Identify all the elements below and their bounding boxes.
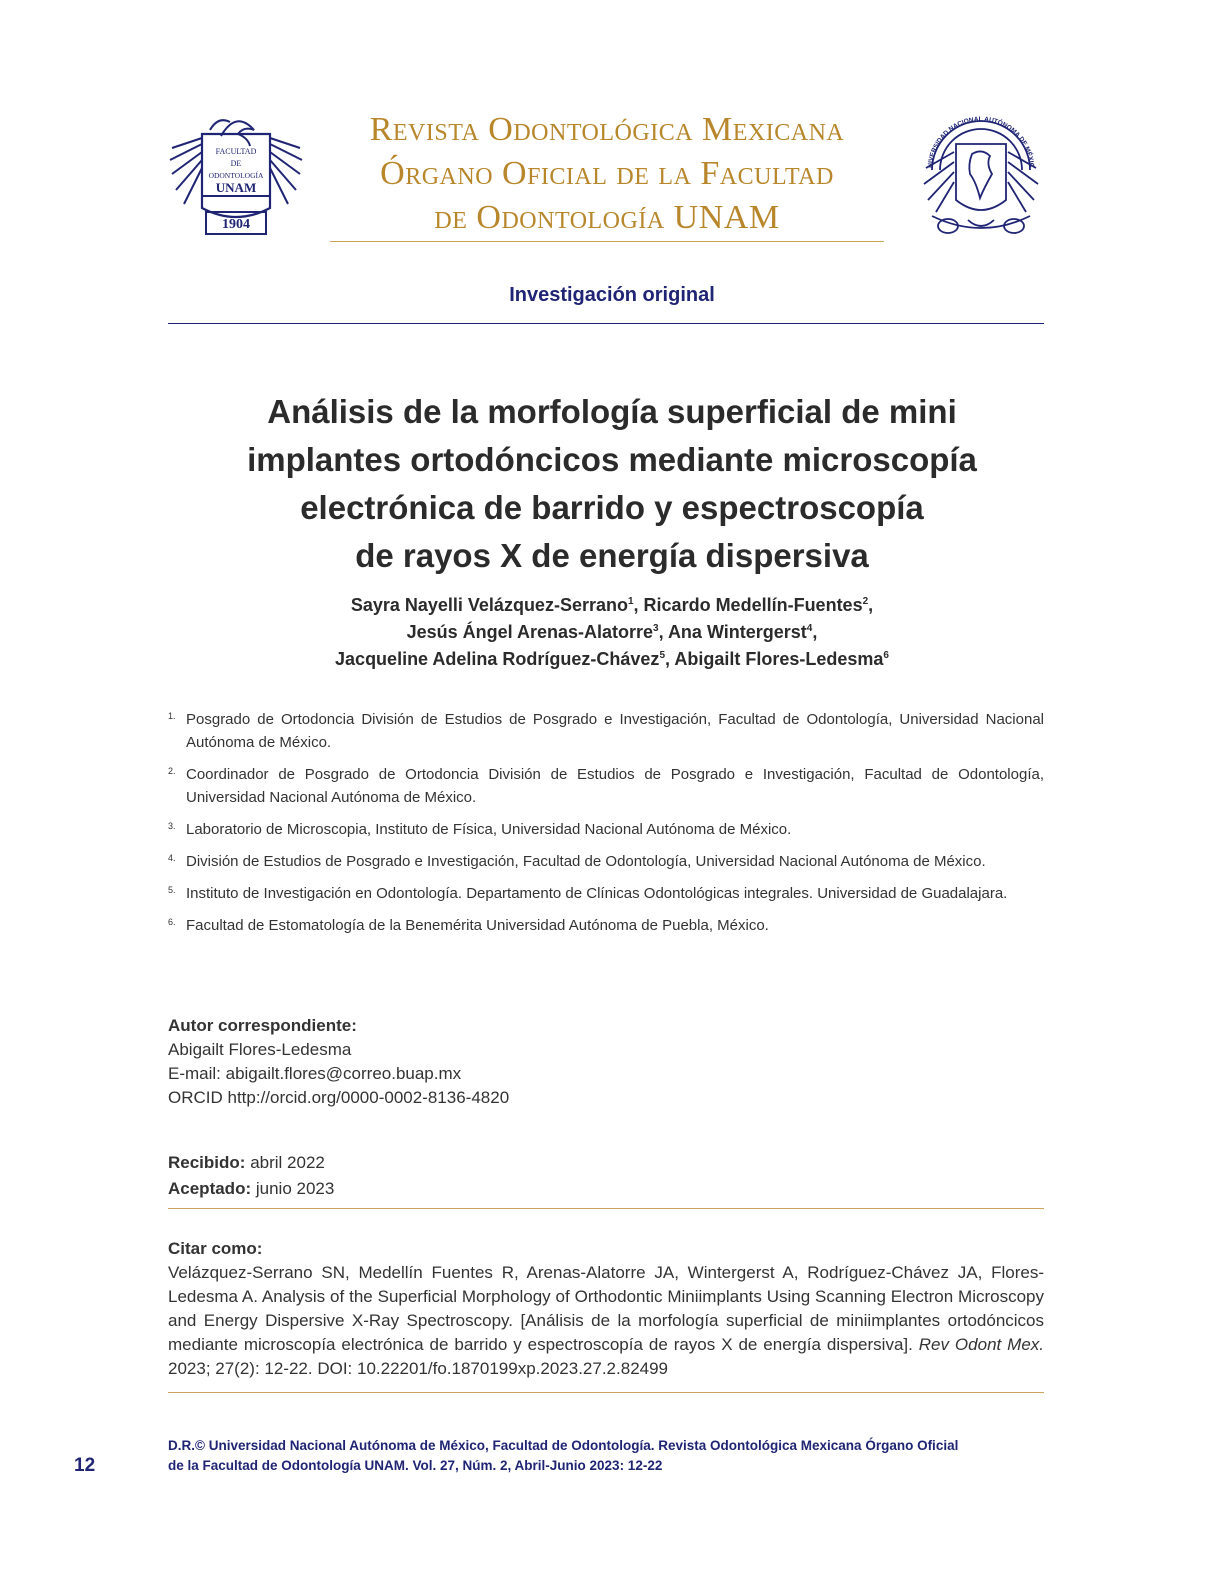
- title-line: Análisis de la morfología superficial de mini: [267, 393, 957, 430]
- author-name: Jesús Ángel Arenas-Alatorre: [406, 622, 654, 642]
- svg-text:FACULTAD: FACULTAD: [215, 147, 257, 156]
- author-affiliation-ref: 4: [806, 623, 813, 634]
- header-divider: [330, 241, 884, 242]
- author-affiliation-ref: 5: [659, 650, 665, 661]
- journal-title-line: de Odontología UNAM: [434, 199, 780, 236]
- author-name: Ana Wintergerst: [667, 622, 807, 642]
- author-line: Sayra Nayelli Velázquez-Serrano$^1$, Ricardo Medellín-Fuentes$^2$,: [350, 595, 874, 615]
- affiliation-item: 1. Posgrado de Ortodoncia División de Estudios de Posgrado e Investigación, Facultad de Odontología, Universidad Nacional Autónoma de México.: [168, 711, 1044, 751]
- title-line: electrónica de barrido y espectroscopía: [300, 489, 924, 526]
- section-label: Investigación original: [509, 284, 715, 306]
- author-line: Jacqueline Adelina Rodríguez-Chávez$^5$, Abigailt Flores-Ledesma$^6$: [335, 649, 889, 669]
- author-name: Sayra Nayelli Velázquez-Serrano: [350, 595, 628, 615]
- affiliation-item: 6. Facultad de Estomatología de la Benemérita Universidad Autónoma de Puebla, México.: [168, 917, 769, 934]
- corresponding-author-orcid[interactable]: ORCID http://orcid.org/0000-0002-8136-4820: [168, 1088, 510, 1107]
- unam-seal-logo: [910, 108, 1052, 250]
- affiliation-item: 3. Laboratorio de Microscopia, Instituto de Física, Universidad Nacional Autónoma de México.: [168, 821, 792, 838]
- footer-copyright: D.R.© Universidad Nacional Autónoma de México, Facultad de Odontología. Revista Odontológica Mexicana Órgano Oficial de la Facultad de Odontología UNAM. Vol. 27, Núm. 2, Abril-Junio 2023: 12-22: [168, 1438, 959, 1473]
- corresponding-author: [168, 1014, 1044, 1110]
- citation-journal: Rev Odont Mex.: [918, 1335, 1045, 1354]
- affiliation-list: [168, 708, 1044, 946]
- corresponding-author-name: Abigailt Flores-Ledesma: [168, 1040, 352, 1059]
- journal-title-line: Órgano Oficial de la Facultad: [380, 155, 834, 192]
- page-number: 12: [74, 1455, 96, 1476]
- dates-divider: [168, 1208, 1044, 1209]
- journal-title: [326, 108, 888, 240]
- svg-text:ODONTOLOGÍA: ODONTOLOGÍA: [208, 171, 264, 180]
- svg-text:DE: DE: [230, 159, 242, 168]
- affiliation-item: 4. División de Estudios de Posgrado e Investigación, Facultad de Odontología, Universidad Nacional Autónoma de México.: [168, 853, 986, 870]
- received-date: Recibido: abril 2022: [168, 1153, 325, 1172]
- author-affiliation-ref: 3: [653, 623, 659, 634]
- author-affiliation-ref: 6: [883, 650, 889, 661]
- unam-seal-icon: [910, 108, 1052, 250]
- citation-label: Citar como:: [168, 1239, 263, 1258]
- article-title: [150, 388, 1074, 580]
- affiliation-item: 5. Instituto de Investigación en Odontología. Departamento de Clínicas Odontológicas integrales. Universidad de Guadalajara.: [168, 885, 1008, 902]
- citation-divider: [168, 1392, 1044, 1393]
- author-name: Jacqueline Adelina Rodríguez-Chávez: [335, 649, 660, 669]
- corresponding-author-email[interactable]: E-mail: abigailt.flores@correo.buap.mx: [168, 1064, 462, 1083]
- svg-text:1904: 1904: [222, 217, 250, 232]
- corresponding-author-label: Autor correspondiente:: [168, 1016, 357, 1035]
- citation-text: Velázquez-Serrano SN, Medellín Fuentes R, Arenas-Alatorre JA, Wintergerst A, Rodríguez-Chávez JA, Flores-Ledesma A. Analysis of the Superficial Morphology of Orthodontic Miniimplants Using Scanning Electron Microscopy and Energy Dispersive X-Ray Spectroscopy. [Análisis de la morfología superficial de miniimplantes ortodóncicos mediante microscopía electrónica de barrido y espectroscopía de rayos X de energía dispersiva]. Rev Odont Mex. 2023; 27(2): 12-22. DOI: 10.22201/fo.1870199xp.2023.27.2.82499: [168, 1263, 1045, 1378]
- author-name: Abigailt Flores-Ledesma: [674, 649, 884, 669]
- author-name: Ricardo Medellín-Fuentes: [643, 595, 863, 615]
- svg-text:UNIVERSIDAD NACIONAL AUTÓNOMA: NIVERSIDAD NACIONAL AUTÓNOMA DE MÉXIC: [927, 115, 1035, 169]
- svg-text:UNAM: UNAM: [215, 180, 257, 195]
- author-affiliation-ref: 2: [862, 596, 869, 607]
- section-divider: [168, 323, 1044, 324]
- article-dates: [168, 1150, 1044, 1202]
- journal-title-line: Revista Odontológica Mexicana: [369, 111, 845, 148]
- faculty-logo: [166, 108, 306, 243]
- author-affiliation-ref: 1: [627, 596, 634, 607]
- title-line: de rayos X de energía dispersiva: [355, 537, 869, 574]
- author-list: [150, 592, 1074, 673]
- author-line: Jesús Ángel Arenas-Alatorre$^3$, Ana Wintergerst$^4$,: [406, 622, 818, 642]
- faculty-eagle-emblem-icon: [166, 108, 306, 243]
- citation-block: [168, 1237, 1044, 1381]
- accepted-date: Aceptado: junio 2023: [168, 1179, 335, 1198]
- affiliation-item: 2. Coordinador de Posgrado de Ortodoncia División de Estudios de Posgrado e Investigación, Facultad de Odontología, Universidad Nacional Autónoma de México.: [168, 766, 1044, 806]
- title-line: implantes ortodóncicos mediante microscopía: [247, 441, 977, 478]
